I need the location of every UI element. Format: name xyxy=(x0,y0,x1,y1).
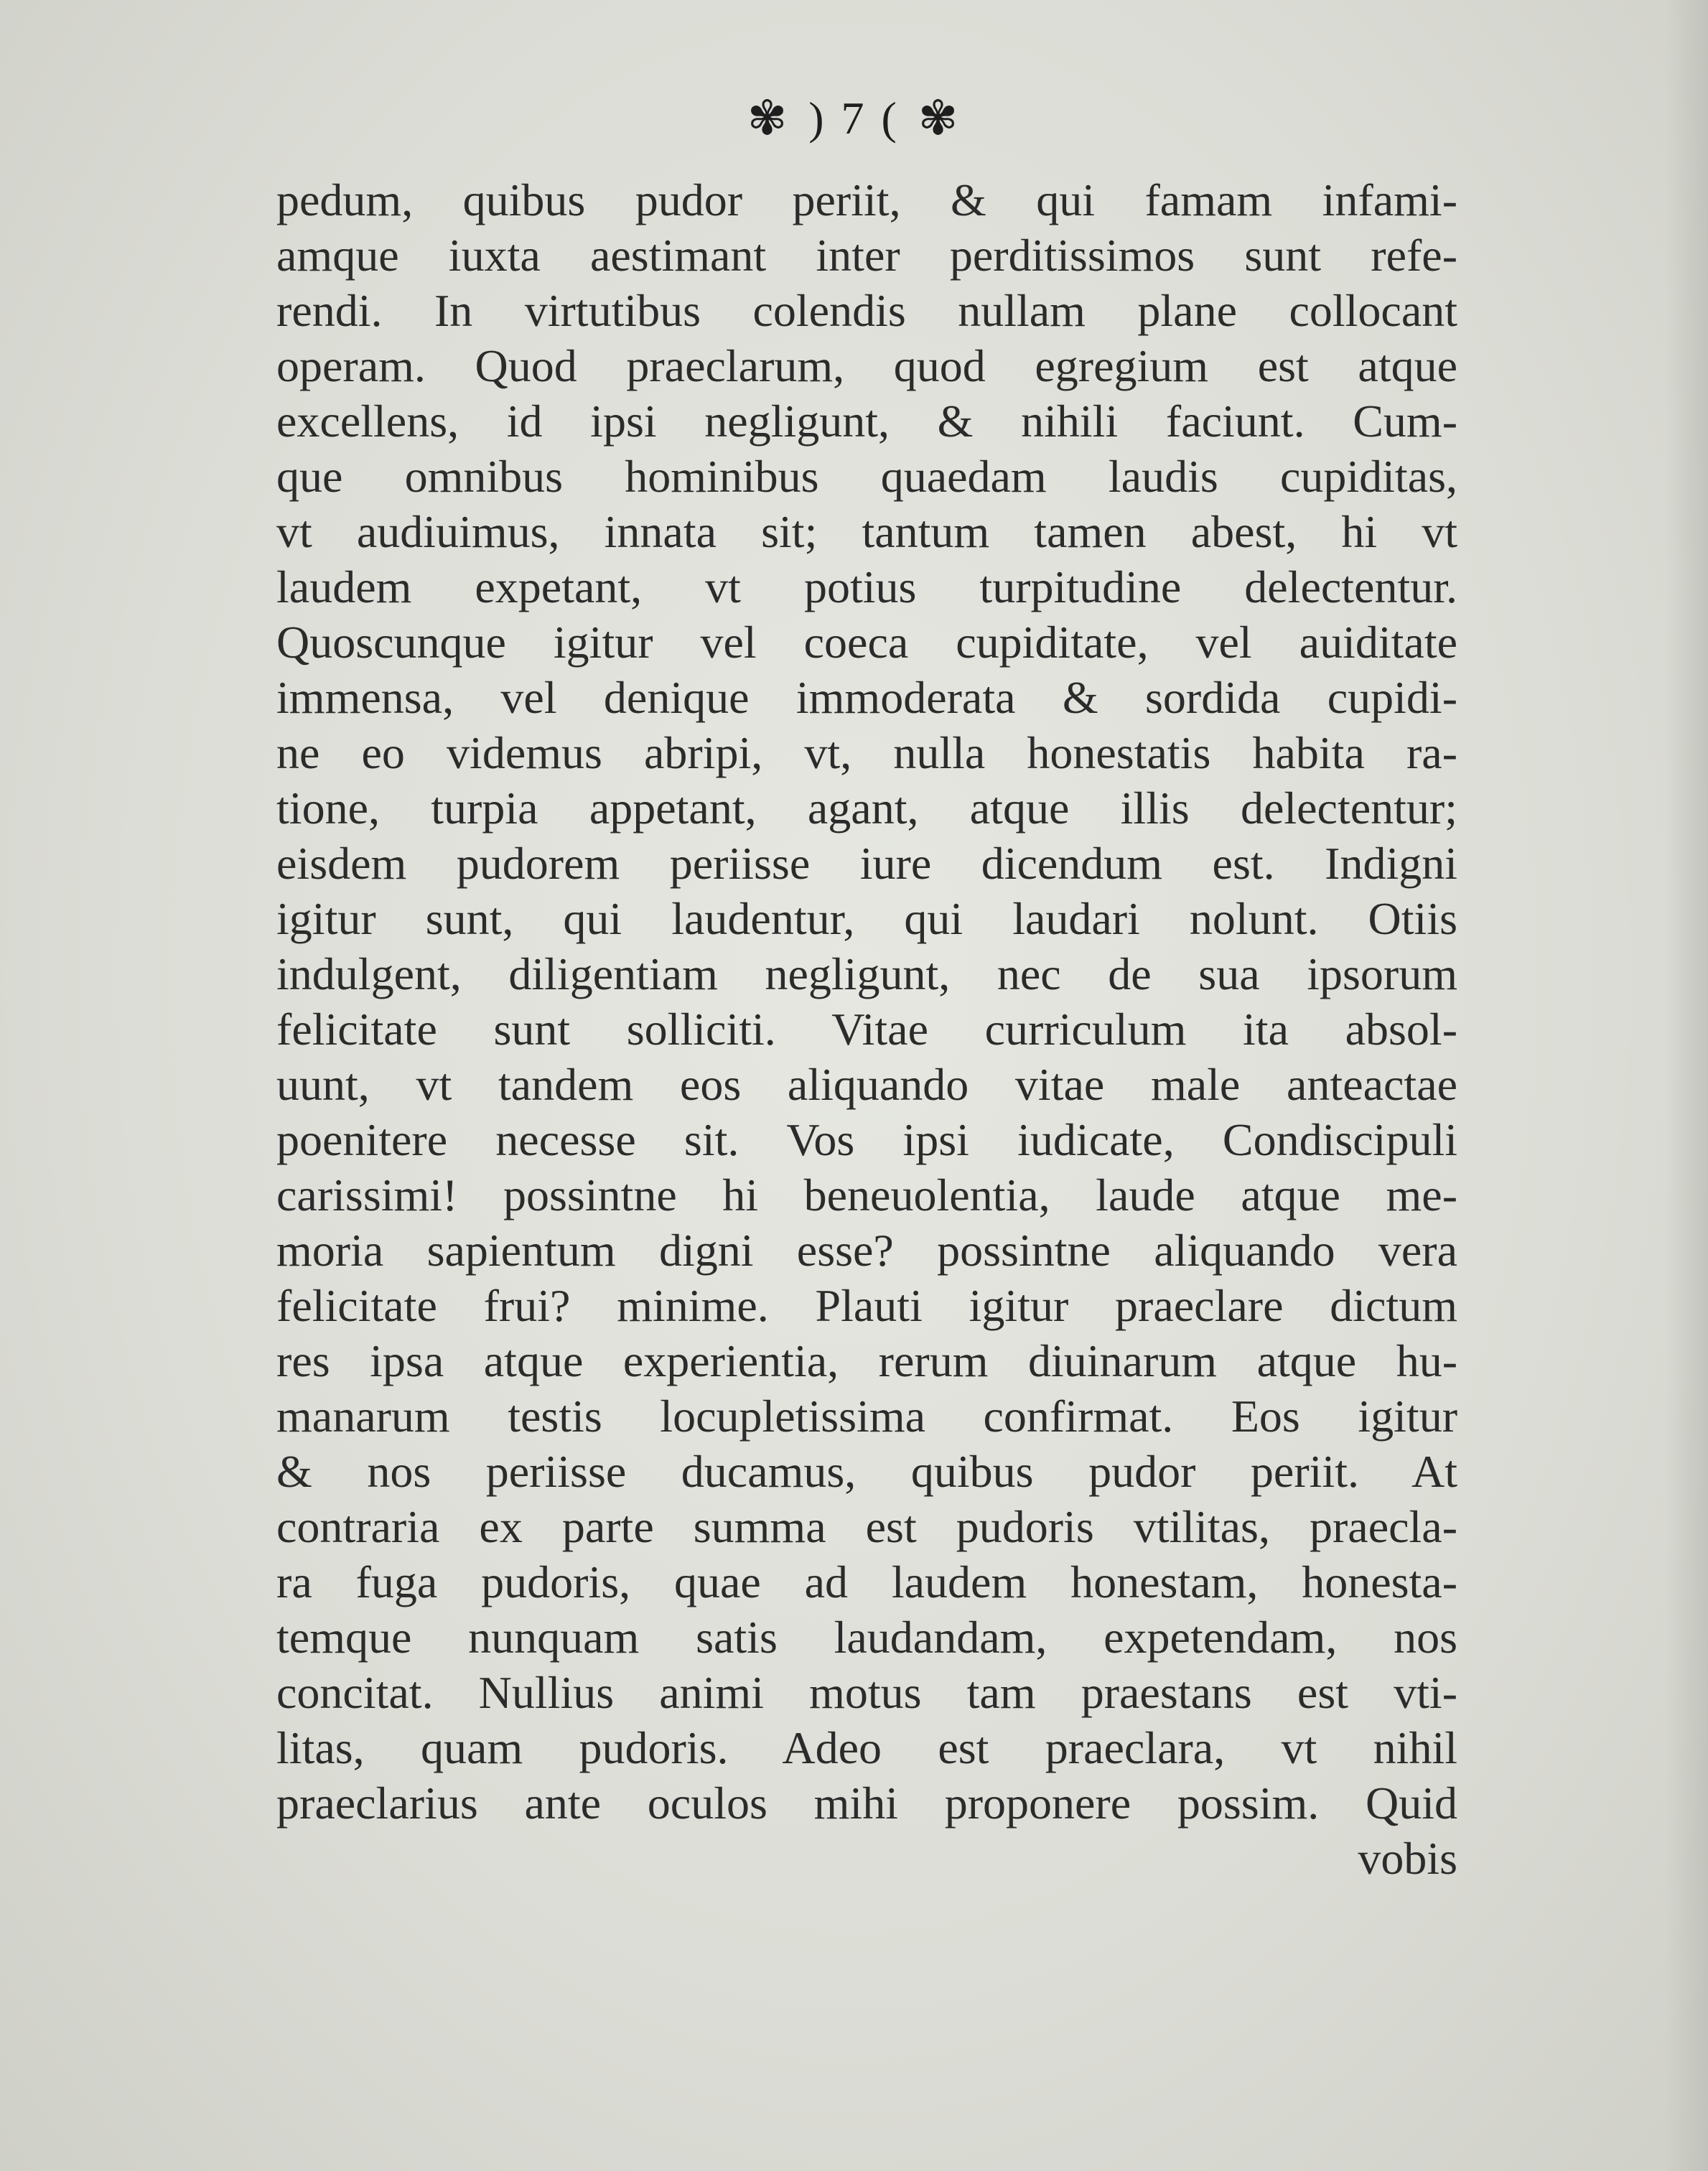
text-line: res ipsa atque experientia, rerum diuinarum atque hu- xyxy=(276,1335,1457,1386)
catchword: vobis xyxy=(1358,1833,1457,1884)
text-line: carissimi! possintne hi beneuolentia, laude atque me- xyxy=(276,1169,1457,1220)
text-line: eisdem pudorem periisse iure dicendum est. Indigni xyxy=(276,838,1457,889)
text-line: excellens, id ipsi negligunt, & nihili faciunt. Cum- xyxy=(276,396,1457,447)
text-line: felicitate frui? minime. Plauti igitur praeclare dictum xyxy=(276,1280,1457,1331)
text-line: igitur sunt, qui laudentur, qui laudari nolunt. Otiis xyxy=(276,893,1457,944)
body-text xyxy=(276,172,1457,1886)
text-line: vt audiuimus, innata sit; tantum tamen abest, hi vt xyxy=(276,506,1457,557)
text-line: uunt, vt tandem eos aliquando vitae male anteactae xyxy=(276,1059,1457,1110)
text-line: ra fuga pudoris, quae ad laudem honestam, honesta- xyxy=(276,1556,1457,1607)
text-line: praeclarius ante oculos mihi proponere possim. Quid xyxy=(276,1778,1457,1829)
page-number: ) 7 ( xyxy=(808,93,900,144)
text-line: manarum testis locupletissima confirmat. Eos igitur xyxy=(276,1391,1457,1442)
text-line: que omnibus hominibus quaedam laudis cupiditas, xyxy=(276,451,1457,502)
text-line: felicitate sunt solliciti. Vitae curriculum ita absol- xyxy=(276,1004,1457,1055)
text-line: tione, turpia appetant, agant, atque illis delectentur; xyxy=(276,783,1457,834)
text-line: poenitere necesse sit. Vos ipsi iudicate, Condiscipuli xyxy=(276,1114,1457,1165)
text-line: & nos periisse ducamus, quibus pudor periit. At xyxy=(276,1446,1457,1497)
text-line: ne eo videmus abripi, vt, nulla honestatis habita ra- xyxy=(276,727,1457,778)
text-line: immensa, vel denique immoderata & sordida cupidi- xyxy=(276,672,1457,723)
text-line: indulgent, diligentiam negligunt, nec de sua ipsorum xyxy=(276,948,1457,999)
text-line: operam. Quod praeclarum, quod egregium est atque xyxy=(276,340,1457,391)
left-ornament-icon: ✾ xyxy=(747,93,790,146)
text-line: litas, quam pudoris. Adeo est praeclara, vt nihil xyxy=(276,1722,1457,1773)
text-line: moria sapientum digni esse? possintne aliquando vera xyxy=(276,1225,1457,1276)
text-line: contraria ex parte summa est pudoris vtilitas, praecla- xyxy=(276,1501,1457,1552)
text-line: temque nunquam satis laudandam, expetendam, nos xyxy=(276,1612,1457,1663)
text-line: concitat. Nullius animi motus tam praestans est vti- xyxy=(276,1667,1457,1718)
text-line: amque iuxta aestimant inter perditissimos sunt refe- xyxy=(276,230,1457,281)
text-line: pedum, quibus pudor periit, & qui famam infami- xyxy=(276,174,1457,225)
text-line: Quoscunque igitur vel coeca cupiditate, vel auiditate xyxy=(276,617,1457,668)
text-line: rendi. In virtutibus colendis nullam plane collocant xyxy=(276,285,1457,336)
page-header xyxy=(0,88,1708,146)
text-line: laudem expetant, vt potius turpitudine delectentur. xyxy=(276,561,1457,612)
right-ornament-icon: ✾ xyxy=(918,93,961,146)
